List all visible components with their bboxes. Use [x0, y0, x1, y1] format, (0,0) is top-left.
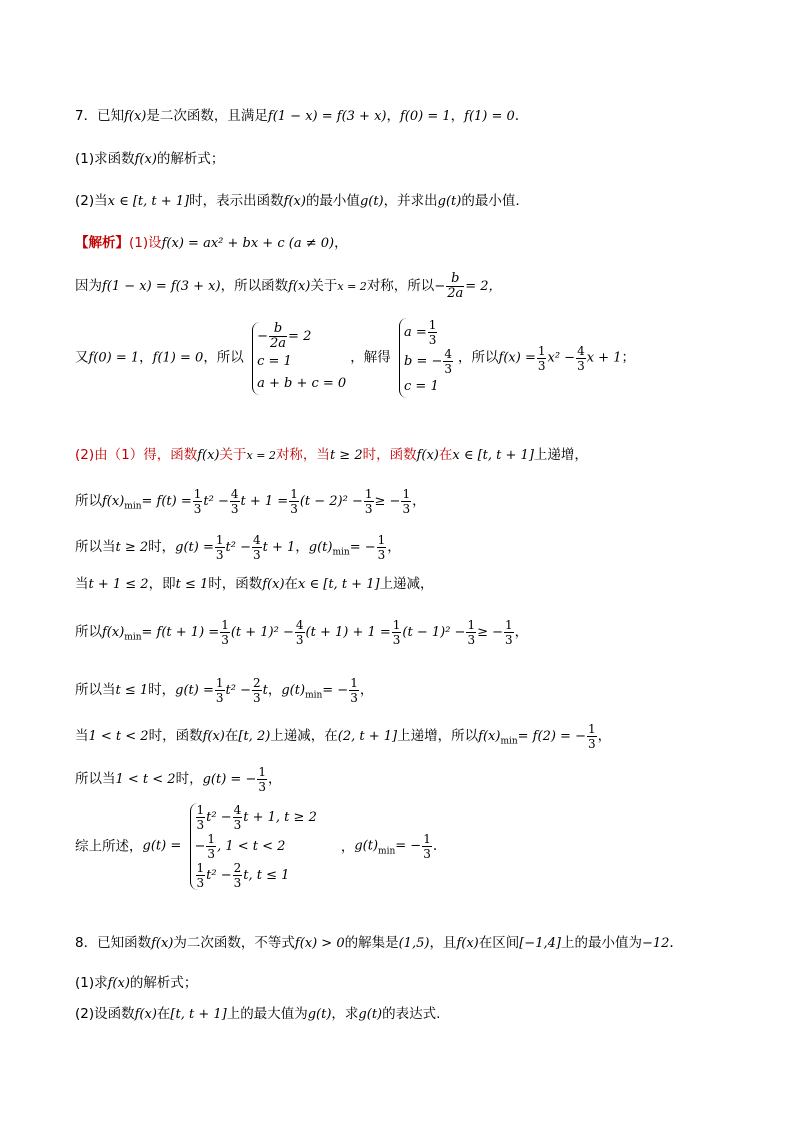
l10-a: 当 — [75, 728, 89, 744]
piecewise-system — [190, 803, 317, 890]
sys1-row-3: a + b + c = 0 — [257, 375, 347, 391]
solution-p2-1a: (2)由（1）得，函数 — [75, 447, 198, 463]
q8-stem — [75, 933, 674, 954]
l5-min: min — [124, 501, 142, 512]
solution-s3-comma: ， — [139, 349, 153, 366]
l8-e: (t − 1)² − — [402, 625, 466, 640]
l8-a: 所以 — [75, 624, 102, 640]
q8-stem-b: 为二次函数，不等式 — [173, 935, 295, 951]
solution-s1-a: (1)设 — [129, 235, 162, 251]
q8-ineq: f(x) > 0 — [294, 936, 345, 951]
solution-s3-end: ； — [621, 349, 635, 366]
q7-part1-b: 的解析式； — [156, 151, 225, 167]
l5-f: ≥ − — [374, 494, 401, 509]
l5-fmin: f(x) — [102, 494, 125, 509]
frac-denominator: 2a — [447, 286, 464, 301]
solution-s2-d: 对称，所以 — [366, 278, 435, 294]
solution-s3-c: ，解得 — [350, 349, 391, 366]
q7-part2-fx: f(x) — [283, 194, 306, 209]
l9-t: t ≤ 1 — [115, 683, 149, 698]
l8-fmin: f(x) — [102, 625, 125, 640]
l7-fx: f(x) — [262, 577, 285, 592]
solution-s2-axis: x = 2 — [337, 280, 367, 293]
l9-e: = − — [322, 683, 349, 698]
solution-line-10: 当1 < t < 2时，函数f(x)在[t, 2)上递减，在(2, t + 1]上递增，所以$f(x)_{min}= f(2)$ = − $\frac{1}{3}$ ， — [75, 722, 612, 751]
solution-s3-x2: x² − — [547, 350, 576, 366]
l7-t: t ≤ 1 — [175, 577, 209, 592]
l10-f: = f(2) = − — [517, 729, 586, 744]
solution-p2-1f: 上递增， — [533, 447, 588, 463]
q8-fx: f(x) — [151, 936, 174, 951]
l9-gmin: g(t) — [281, 683, 306, 698]
solution-s2-c: 关于 — [310, 278, 338, 294]
q8-part-1 — [75, 973, 197, 994]
solution-s1-b: ， — [334, 235, 348, 251]
l8-b: = f(t + 1) = — [141, 625, 220, 640]
solution-s1-expr: f(x) = ax² + bx + c (a ≠ 0) — [161, 236, 335, 251]
solution-s3-fx: f(x) = — [498, 350, 536, 366]
l5-end: ， — [412, 493, 426, 509]
q7-fx: f(x) — [124, 109, 147, 124]
l10-b: 时，函数 — [148, 728, 203, 744]
l11-end: ， — [267, 771, 282, 787]
l7-e: 上递减， — [379, 576, 434, 592]
equation-system-1 — [252, 322, 346, 395]
sys2-row-2: b = − $\frac{4}{3}$ — [404, 347, 453, 376]
q8-part1-fx: f(x) — [107, 976, 130, 991]
l8-end: ， — [514, 624, 529, 640]
l6-t: t ≥ 2 — [115, 540, 149, 555]
q8-stem-f: 上的最小值为 — [560, 935, 642, 951]
q8-part1-b: 的解析式； — [129, 975, 198, 991]
solution-p2-1e: 在 — [438, 447, 453, 463]
solution-s3-b: ，所以 — [203, 349, 244, 366]
fx-ref: f(x) — [197, 448, 220, 463]
l11-g: g(t) = − — [202, 772, 257, 787]
q7-comma-1: ， — [386, 108, 400, 124]
l12-min: min — [378, 846, 396, 857]
solution-tag: 【解析】 — [75, 235, 129, 251]
solution-line-4 — [75, 445, 588, 466]
solution-p2-1t: t ≥ 2 — [329, 448, 363, 463]
piecewise-row-1: $\frac{1}{3}$ t² − $\frac{4}{3}$ t + 1, t ≥ 2 — [196, 803, 317, 832]
solution-line-5: 所以$f(x)_{min}= f(t)$ = $\frac{1}{3}$ t² − $\frac{4}{3}$ t + 1 = $\frac{1}{3}$ (t − 2)² − $\frac{1}{3}$ ≥ − $\frac{1}{3}$ ， — [75, 487, 426, 516]
l6-b: 时， — [148, 539, 176, 555]
equation-system-2 — [399, 318, 454, 398]
solution-s2-b: ，所以函数 — [220, 278, 289, 294]
q7-condition-2: f(0) = 1 — [399, 109, 451, 124]
q8-minval: −12 — [641, 936, 670, 951]
solution-line-6: 所以当t ≥ 2时，g(t) = $\frac{1}{3}$ t² − $\frac{4}{3}$ t + 1，$g(t)_{min}=$ − $\frac{1}{3}$ ， — [75, 533, 401, 562]
l10-e: 上递增，所以 — [397, 728, 479, 744]
l10-c: 在 — [224, 728, 239, 744]
sys1-row-2: c = 1 — [257, 353, 292, 369]
q8-interval: [−1,4] — [519, 936, 561, 951]
q8-part2-fx: f(x) — [134, 1007, 157, 1022]
q8-part1-a: (1)求 — [75, 975, 108, 991]
sys2-row-3: c = 1 — [404, 379, 439, 394]
solution-s2-eq: = 2， — [465, 279, 502, 294]
q7-part2-a: (2)当 — [75, 193, 108, 209]
l6-g: g(t) = — [175, 540, 214, 555]
q8-part2-e: 的表达式. — [382, 1006, 441, 1022]
q7-part1-fx: f(x) — [134, 152, 157, 167]
l11-b: 时， — [175, 771, 203, 787]
l6-e: = − — [349, 540, 376, 555]
q8-part2-g-2: g(t) — [358, 1007, 383, 1022]
l5-e: (t − 2)² − — [299, 494, 363, 509]
l10-i1: [t, 2) — [238, 729, 271, 744]
q8-part2-c: 上的最大值为 — [226, 1006, 308, 1022]
l8-d: (t + 1) + 1 = — [305, 625, 391, 640]
q8-stem-c: 的解集是 — [344, 935, 399, 951]
l7-a: 当 — [75, 576, 89, 592]
l5-d: t + 1 = — [240, 494, 289, 509]
solution-line-7 — [75, 574, 434, 595]
l12-end: . — [432, 838, 438, 854]
q7-comma-2: ， — [450, 108, 465, 124]
axis-ref: x = 2 — [246, 449, 276, 462]
q8-stem-a: 8．已知函数 — [75, 935, 152, 951]
q8-fx-2: f(x) — [456, 936, 479, 951]
l6-d: t + 1 — [262, 540, 296, 555]
l12-g: g(t) = — [142, 838, 182, 854]
solution-line-9: 所以当t ≤ 1时，g(t) = $\frac{1}{3}$ t² − $\frac{2}{3}$ t，$g(t)_{min}=$ − $\frac{1}{3}$ ， — [75, 676, 374, 705]
l9-a: 所以当 — [75, 682, 116, 698]
q7-part2-c: 的最小值 — [305, 193, 360, 209]
q7-condition-3: f(1) = 0 — [464, 109, 515, 124]
q8-period: . — [669, 935, 674, 951]
l7-c: 时，函数 — [208, 576, 263, 592]
solution-s2-cond: f(1 − x) = f(3 + x) — [102, 279, 221, 294]
l10-fmin: f(x) — [478, 729, 501, 744]
solution-s2-frac — [446, 272, 464, 301]
l9-b: 时， — [148, 682, 176, 698]
q7-part2-gt: g(t) — [359, 194, 384, 209]
q7-condition-1: f(1 − x) = f(3 + x) — [267, 109, 387, 124]
l6-comma: ， — [295, 539, 309, 555]
l9-d: t — [262, 683, 268, 698]
l11-a: 所以当 — [75, 771, 116, 787]
solution-line-11: 所以当1 < t < 2时，g(t) = − $\frac{1}{3}$ ， — [75, 765, 282, 794]
sys2-row-1: a = $\frac{1}{3}$ — [404, 318, 437, 347]
l9-end: ， — [359, 682, 374, 698]
l6-a: 所以当 — [75, 539, 116, 555]
l10-cond: 1 < t < 2 — [88, 729, 149, 744]
l5-b: = f(t) = — [141, 494, 192, 509]
solution-p2-1d: 时，函数 — [362, 447, 417, 463]
l8-min: min — [124, 632, 142, 643]
q8-part-2 — [75, 1004, 440, 1025]
q8-stem-d: ，且 — [429, 935, 457, 951]
q7-part2-gt-2: g(t) — [437, 194, 462, 209]
l9-c: t² − — [225, 683, 251, 698]
frac-numerator: b — [446, 272, 464, 287]
l6-min: min — [332, 547, 350, 558]
q7-stem-text: 是二次函数，且满足 — [146, 108, 268, 124]
q8-part2-g: g(t) — [307, 1007, 332, 1022]
l8-c: (t + 1)² − — [230, 625, 294, 640]
l9-g: g(t) = — [175, 683, 214, 698]
l6-end: ， — [387, 539, 401, 555]
solution-line-12: 综上所述，g(t) = $\frac{1}{3}$ t² − $\frac{4}{3}$ t + 1, t ≥ 2 − $\frac{1}{3}$ , 1 < t < 2 $\frac{1}{3}$ t² − $\frac{2}{3}$ t, t ≤ 1 ，$g(t)_{min}=$ − $\frac{1}{3}$ . — [75, 803, 438, 890]
sys1-row-1: − $\frac{b}{2a}$ = 2 — [257, 320, 312, 351]
solution-p2-1c: 对称，当 — [275, 447, 330, 463]
solution-s3-d: ，所以 — [458, 349, 499, 366]
l12-comma: ， — [340, 838, 355, 855]
solution-s3-f0: f(0) = 1 — [88, 350, 140, 366]
l7-cond: t + 1 ≤ 2 — [88, 577, 149, 592]
solution-s3-x1: x + 1 — [586, 350, 622, 366]
l5-c: t² − — [203, 494, 229, 509]
l12-gmin: g(t) — [354, 838, 379, 854]
q7-part2-b: 时，表示出函数 — [189, 193, 284, 209]
l10-fx: f(x) — [202, 729, 225, 744]
q7-part2-d: ，并求出 — [383, 193, 438, 209]
l9-comma: ， — [267, 682, 282, 698]
piecewise-row-3: $\frac{1}{3}$ t² − $\frac{2}{3}$ t, t ≤ 1 — [196, 861, 290, 890]
l11-cond: 1 < t < 2 — [115, 772, 176, 787]
q7-part1-a: (1)求函数 — [75, 151, 135, 167]
q8-part2-int: [t, t + 1] — [170, 1007, 227, 1022]
q7-part-1 — [75, 149, 224, 170]
q7-stem-label: 7．已知 — [75, 108, 125, 124]
q7-part2-e: 的最小值. — [461, 193, 520, 209]
piecewise-row-2: − $\frac{1}{3}$ , 1 < t < 2 — [194, 832, 286, 861]
solution-line-3: 又f(0) = 1，f(1) = 0，所以 − $\frac{b}{2a}$ = 2 c = 1 a + b + c = 0 ，解得 a = $\frac{1}{3}$ b = − $\frac{4}{3}$ c = 1 ，所以f(x) = $\frac{1}{3}$ x² − $\frac{4}{3}$ x + 1； — [75, 318, 635, 398]
l8-f: ≥ − — [477, 625, 504, 640]
l7-interval: x ∈ [t, t + 1] — [298, 577, 380, 592]
l5-a: 所以 — [75, 493, 102, 509]
q8-part2-b: 在 — [156, 1006, 171, 1022]
solution-line-2 — [75, 272, 502, 301]
q7-period: . — [514, 108, 520, 124]
l10-d: 上递减，在 — [270, 728, 338, 744]
l6-gmin: g(t) — [308, 540, 333, 555]
l10-end: ， — [597, 728, 612, 744]
solution-s3-a: 又 — [75, 349, 89, 366]
q7-stem — [75, 106, 519, 127]
q7-part-2 — [75, 191, 520, 212]
l9-min: min — [305, 690, 323, 701]
solution-s2-minus: − — [434, 279, 446, 294]
l7-b: ，即 — [148, 576, 176, 592]
l10-i2: (2, t + 1] — [337, 729, 398, 744]
q8-part2-a: (2)设函数 — [75, 1006, 135, 1022]
l6-c: t² − — [225, 540, 251, 555]
l12-e: = − — [395, 838, 422, 854]
solution-p2-1b: 关于 — [219, 447, 247, 463]
q8-stem-e: 在区间 — [478, 935, 520, 951]
l10-min: min — [500, 736, 518, 747]
solution-s3-f1: f(1) = 0 — [152, 350, 204, 366]
interval-ref: x ∈ [t, t + 1] — [452, 448, 534, 463]
l7-d: 在 — [284, 576, 299, 592]
solution-line-8: 所以$f(x)_{min}= f(t + 1)$ = $\frac{1}{3}$ (t + 1)² − $\frac{4}{3}$ (t + 1) + 1 = $\frac{1}{3}$ (t − 1)² − $\frac{1}{3}$ ≥ − $\frac{1}{3}$ ， — [75, 618, 529, 647]
solution-s2-fx: f(x) — [288, 279, 311, 294]
q8-set: (1,5) — [398, 936, 430, 951]
l12-a: 综上所述， — [75, 838, 143, 855]
q7-part2-cond: x ∈ [t, t + 1] — [107, 194, 190, 209]
solution-line-1 — [75, 233, 348, 254]
q8-part2-d: ，求 — [331, 1006, 359, 1022]
fx-ref-2: f(x) — [416, 448, 439, 463]
solution-s2-a: 因为 — [75, 278, 102, 294]
